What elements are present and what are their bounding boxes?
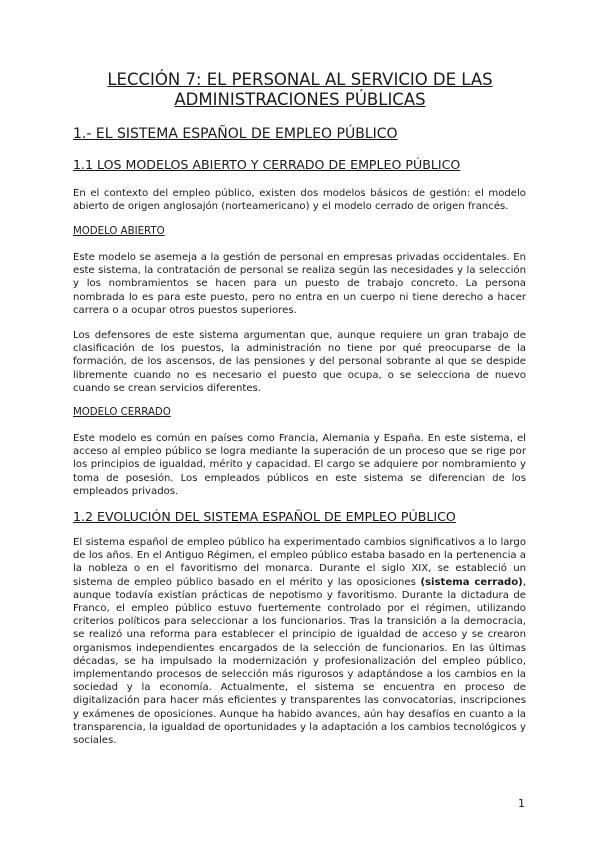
section-heading: 1.- EL SISTEMA ESPAÑOL DE EMPLEO PÚBLICO xyxy=(73,126,398,142)
evolution-text-part-2: , aunque todavía existían prácticas de nepotismo y favoritismo. Durante la dictadura de Franco, el empleo público estuvo fuertemente controlado por el régimen, utilizando criterios políticos para seleccionar a los funcionarios. Tras la transición a la democracia, se realizó una reforma para establecer el principio de igualdad de acceso y se crearon organismos independientes encargados de la selección de funcionarios. En las últimas décadas, se ha impulsado la modernización y profesionalización del empleo público, implementando procesos de selección más rigurosos y adaptándose a los cambios en la sociedad y la economía. Actualmente, el sistema se encuentra en proceso de digitalización para hacer más eficientes y transparentes las convocatorias, inscripciones y exámenes de oposiciones. Aunque ha habido avances, aún hay desafíos en cuanto a la transparencia, la igualdad de oportunidades y la adaptación a los cambios tecnológicos y sociales. xyxy=(73,576,526,747)
subsection-heading-1-2: 1.2 EVOLUCIÓN DEL SISTEMA ESPAÑOL DE EMPLEO PÚBLICO xyxy=(73,509,456,524)
evolution-text-part-1: El sistema español de empleo público ha experimentado cambios significativos a lo largo de los años. En el Antiguo Régimen, el empleo público estaba basado en la pertenencia a la nobleza o en el favoritismo del monarca. Durante el siglo XIX, se estableció un sistema de empleo público basado en el mérito y las oposiciones xyxy=(73,537,526,588)
open-model-heading: MODELO ABIERTO xyxy=(73,226,165,237)
evolution-paragraph xyxy=(73,536,526,747)
open-model-paragraph-2: Los defensores de este sistema argumentan que, aunque requiere un gran trabajo de clasificación de los puestos, la administración no tiene por qué preocuparse de la formación, de los ascensos, de las pensiones y del personal sobrante al que se despide libremente cuando no es necesario el puesto que ocupa, o se selecciona de nuevo cuando se crean servicios diferentes. xyxy=(73,330,526,394)
closed-model-paragraph: Este modelo es común en países como Francia, Alemania y España. En este sistema, el acceso al empleo público se logra mediante la superación de un proceso que se rige por los principios de igualdad, mérito y capacidad. El cargo se adquiere por nombramiento y toma de posesión. Los empleados públicos en este sistema se diferencian de los empleados privados. xyxy=(73,433,526,497)
open-model-paragraph-1: Este modelo se asemeja a la gestión de personal en empresas privadas occidentales. En este sistema, la contratación de personal se realiza según las necesidades y la selección y los nombramientos se hacen para un puesto de trabajo concreto. La persona nombrada lo es para este puesto, pero no entra en un cuerpo ni tiene derecho a hacer carrera o a ocupar otros puestos superiores. xyxy=(73,252,526,316)
closed-system-emphasis: (sistema cerrado) xyxy=(420,576,523,588)
closed-model-heading: MODELO CERRADO xyxy=(73,407,171,418)
intro-paragraph: En el contexto del empleo público, existen dos modelos básicos de gestión: el modelo abierto de origen anglosajón (norteamericano) y el modelo cerrado de origen francés. xyxy=(73,188,526,213)
lesson-title: LECCIÓN 7: EL PERSONAL AL SERVICIO DE LAS ADMINISTRACIONES PÚBLICAS xyxy=(107,70,493,109)
subsection-heading-1-1: 1.1 LOS MODELOS ABIERTO Y CERRADO DE EMPLEO PÚBLICO xyxy=(73,157,461,172)
page-number: 1 xyxy=(518,797,525,810)
